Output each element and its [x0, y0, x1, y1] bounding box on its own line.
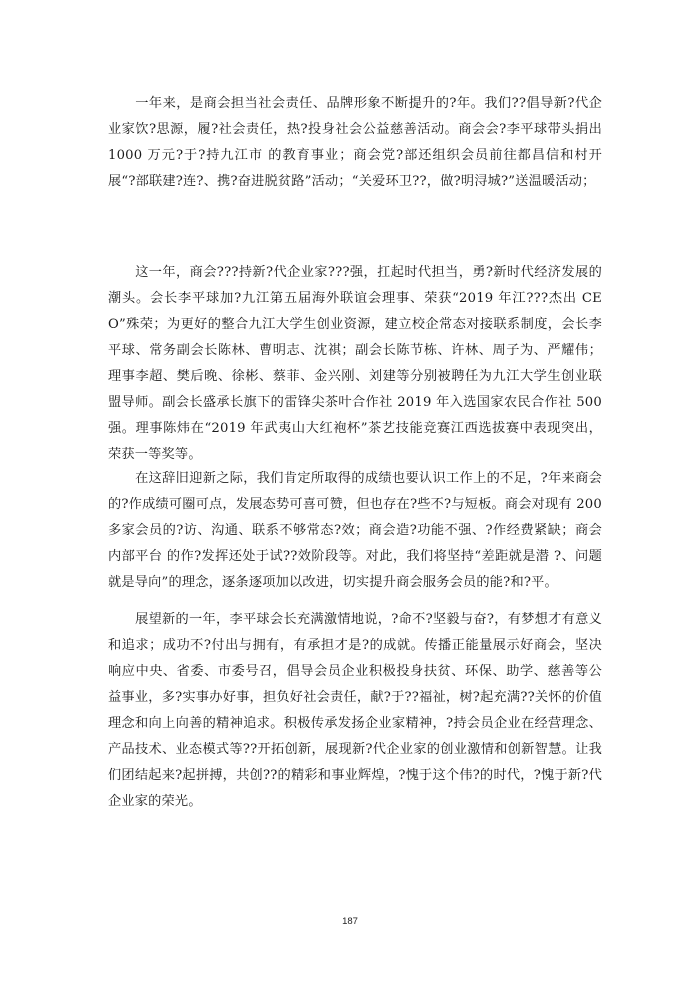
- paragraph-1: [108, 91, 602, 195]
- page-number: 187: [342, 916, 358, 927]
- paragraph-4: [108, 607, 602, 815]
- paragraph-2-text: 这一年，商会???持新?代企业家???强，扛起时代担当，勇?新时代经济发展的潮头。会长李平球加?九江第五届海外联谊会理事、荣获“2019 年江???杰出 CEO”殊荣；为更好的整合九江大学生创业资源，建立校企常态对接联系制度，会长李平球、常务副会长陈林、曹明志、沈祺；副会长陈节栋、许林、周子为、严耀伟；理事李超、樊后晚、徐彬、蔡菲、金兴刚、刘建等分别被聘任为九江大学生创业联盟导师。副会长盛承长旗下的雷锋尖茶叶合作社 2019 年入选国家农民合作社 500 强。理事陈炜在“2019 年武夷山大红袍杯”茶艺技能竞赛江西选拔赛中表现突出，荣获一等奖等。: [108, 265, 602, 462]
- paragraph-1-text: 一年来，是商会担当社会责任、品牌形象不断提升的?年。我们??倡导新?代企业家饮?思源，履?社会责任，热?投身社会公益慈善活动。商会会?李平球带头捐出 1000 万元?于?持九江市 的教育事业；商会党?部还组织会员前往都昌信和村开展“?部联建?连?、携?奋进脱贫路”活动；“关爱环卫??，做?明浔城?”送温暖活动；: [108, 96, 602, 189]
- paragraph-4-text: 展望新的一年，李平球会长充满激情地说，?命不?坚毅与奋?，有梦想才有意义和追求；成功不?付出与拥有，有承担才是?的成就。传播正能量展示好商会，坚决响应中央、省委、市委号召，倡导会员企业积极投身扶贫、环保、助学、慈善等公益事业，多?实事办好事，担负好社会责任，献?于??福祉，树?起充满??关怀的价值理念和向上向善的精神追求。积极传承发扬企业家精神，?持会员企业在经营理念、产品技术、业态模式等??开拓创新，展现新?代企业家的创业激情和创新智慧。让我们团结起来?起拼搏，共创??的精彩和事业辉煌，?愧于这个伟?的时代，?愧于新?代企业家的荣光。: [108, 612, 602, 809]
- paragraph-3-text: 在这辞旧迎新之际，我们肯定所取得的成绩也要认识工作上的不足，?年来商会的?作成绩可圈可点，发展态势可喜可赞，但也存在?些不?与短板。商会对现有 200 多家会员的?访、沟通、联系不够常态?效；商会造?功能不强、?作经费紧缺；商会内部平台 的作?发挥还处于试??效阶段等。对此，我们将坚持“差距就是潜 ?、问题就是导向”的理念，逐条逐项加以改进，切实提升商会服务会员的能?和?平。: [108, 471, 602, 590]
- paragraph-3: [108, 466, 602, 596]
- paragraph-2: [108, 260, 602, 468]
